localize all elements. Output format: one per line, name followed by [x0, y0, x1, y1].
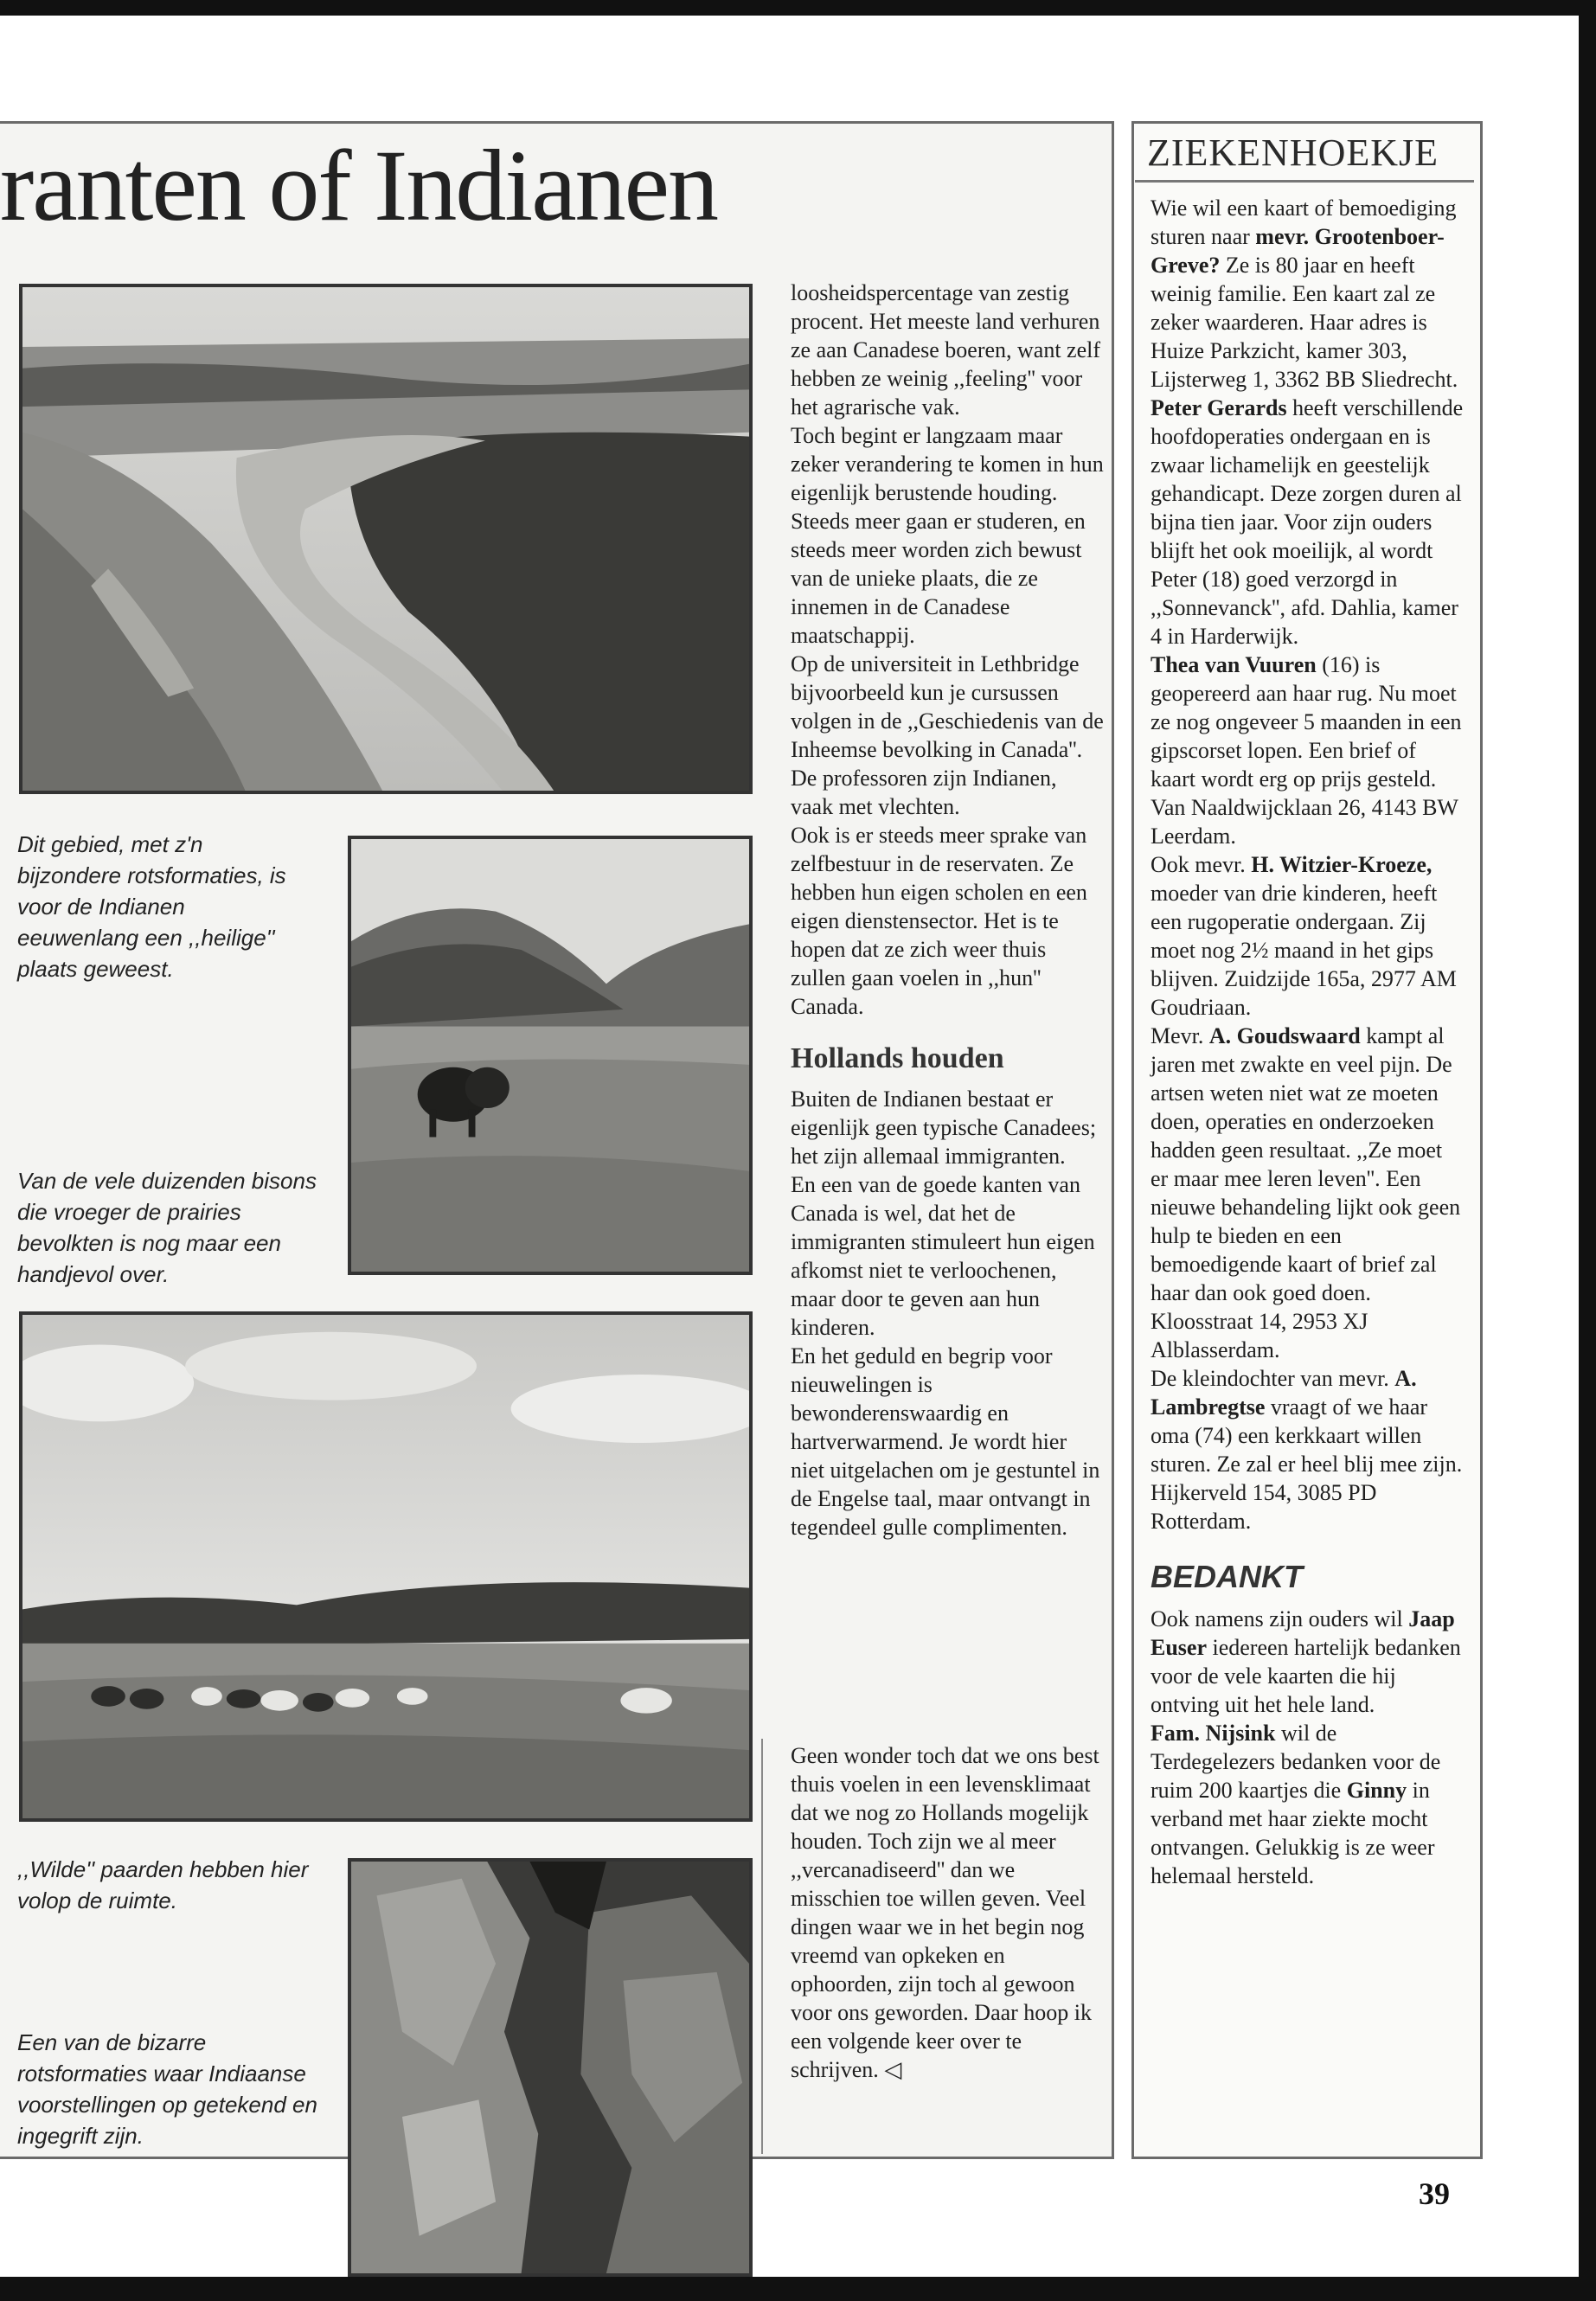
article-paragraph: Toch begint er langzaam maar zeker verandering te komen in hun eigenlijk berustende houding. Steeds meer gaan er studeren, en steeds meer worden zich bewust van de unieke plaats, die ze innemen in de Canadese maatschappij.	[791, 423, 1104, 648]
right-border	[1579, 0, 1596, 2301]
sidebar-entry: Peter Gerards heeft verschillende hoofdoperaties ondergaan en is zwaar lichamelijk en geestelijk gehandicapt. Deze zorgen duren al bijna tien jaar. Voor zijn ouders blijft het ook moeilijk, al wordt Peter (18) goed verzorgd in ,,Sonnevanck'', afd. Dahlia, kamer 4 in Harderwijk.	[1151, 395, 1464, 649]
article-column-end	[791, 1741, 1104, 2084]
person-name: Ginny	[1346, 1778, 1407, 1803]
caption-rock-formations: Dit gebied, met z'n bijzondere rotsformaties, is voor de Indianen eeuwenlang een ,,heilige'' plaats geweest.	[17, 831, 286, 982]
person-name: A. Lambregtse	[1151, 1366, 1417, 1420]
sidebar-title: ZIEKENHOEKJE	[1147, 131, 1439, 174]
article-headline: ranten of Indianen	[0, 129, 717, 242]
sidebar-entry: Wie wil een kaart of bemoediging sturen naar mevr. Grootenboer-Greve? Ze is 80 jaar en heeft weinig familie. Een kaart zal ze zeker waarderen. Haar adres is Huize Parkzicht, kamer 303, Lijsterweg 1, 3362 BB Sliedrecht.	[1151, 195, 1458, 392]
article-paragraph: Ook is er steeds meer sprake van zelfbestuur in de reservaten. Ze hebben hun eigen scholen en een eigen dienstensector. Het is te hopen dat ze zich weer thuis zullen gaan voelen in ,,hun'' Canada.	[791, 823, 1087, 1019]
article-paragraph: En een van de goede kanten van Canada is wel, dat het de immigranten stimuleert hun eigen afkomst niet te verloochenen, maar door te geven aan hun kinderen.	[791, 1172, 1095, 1340]
rock-formation-image	[351, 1862, 749, 2273]
caption-rock-drawings: Een van de bizarre rotsformaties waar Indiaanse voorstellingen op getekend en ingegrift zijn.	[17, 2029, 317, 2149]
column-separator	[761, 1739, 763, 2154]
river-landscape-image	[22, 287, 749, 791]
page-number: 39	[1419, 2176, 1450, 2211]
sidebar-title-rule	[1135, 180, 1474, 183]
subheading-bedankt: BEDANKT	[1151, 1559, 1303, 1594]
sidebar-entry: Ook mevr. H. Witzier-Kroeze, moeder van drie kinderen, heeft een rugoperatie ondergaan. Zij moet nog 2½ maand in het gips blijven. Zuidzijde 165a, 2977 AM Goudriaan.	[1151, 852, 1457, 1020]
person-name: Fam. Nijsink	[1151, 1721, 1276, 1746]
sidebar-column	[1151, 194, 1464, 1890]
sidebar-entry: Ook namens zijn ouders wil Jaap Euser iedereen hartelijk bedanken voor de vele kaarten die hij ontving uit het hele land.	[1151, 1606, 1461, 1717]
photo-rock-formation	[348, 1858, 753, 2277]
sidebar-entry: Fam. Nijsink wil de Terdegelezers bedanken voor de ruim 200 kaartjes die Ginny in verband met haar ziekte mocht ontvangen. Gelukkig is ze weer helemaal hersteld.	[1151, 1721, 1441, 1888]
person-name: Thea van Vuuren	[1151, 652, 1317, 677]
bison-image	[351, 839, 749, 1272]
end-mark-icon: ◁	[884, 2057, 902, 2082]
subheading-hollands-houden: Hollands houden	[791, 1042, 1004, 1074]
article-paragraph: Op de universiteit in Lethbridge bijvoorbeeld kun je cursussen volgen in de ,,Geschiedenis van de Inheemse bevolking in Canada''. De professoren zijn Indianen, vaak met vlechten.	[791, 651, 1104, 819]
article-column	[791, 279, 1104, 1541]
photo-wild-horses	[19, 1311, 753, 1822]
caption-bison: Van de vele duizenden bisons die vroeger de prairies bevolkten is nog maar een handjevol over.	[17, 1168, 317, 1287]
person-name: mevr. Grootenboer-Greve?	[1151, 224, 1445, 278]
person-name: A. Goudswaard	[1208, 1023, 1361, 1048]
article-paragraph: Buiten de Indianen bestaat er eigenlijk geen typische Canadees; het zijn allemaal immigranten.	[791, 1086, 1097, 1169]
photo-river-landscape	[19, 284, 753, 794]
person-name: Peter Gerards	[1151, 395, 1287, 420]
top-border	[0, 0, 1596, 16]
bottom-border	[0, 2277, 1596, 2301]
wild-horses-image	[22, 1315, 749, 1818]
article-paragraph: Geen wonder toch dat we ons best thuis voelen in een levensklimaat dat we nog zo Hollands mogelijk houden. Toch zijn we al meer ,,vercanadiseerd'' dan we misschien toe willen geven. Veel dingen waar we in het begin nog vreemd van opkeken en ophoorden, zijn toch al gewoon voor ons geworden. Daar hoop ik een volgende keer over te schrijven. ◁	[791, 1743, 1099, 2082]
photo-bison	[348, 836, 753, 1275]
sidebar-entry: Mevr. A. Goudswaard kampt al jaren met zwakte en veel pijn. De artsen weten niet wat ze moeten doen, operaties en onderzoeken hadden geen resultaat. ,,Ze moet er maar mee leren leven''. Een nieuwe behandeling lijkt ook geen hulp te bieden en een bemoedigende kaart of brief zal haar dan ook goed doen. Kloosstraat 14, 2953 XJ Alblasserdam.	[1151, 1023, 1461, 1362]
article-paragraph: En het geduld en begrip voor nieuwelingen is bewonderenswaardig en hartverwarmend. Je wordt hier niet uitgelachen om je gestuntel in de Engelse taal, maar ontvangt in tegendeel gulle complimenten.	[791, 1343, 1100, 1540]
article-paragraph: loosheidspercentage van zestig procent. Het meeste land verhuren ze aan Canadese boeren, want zelf hebben ze weinig ,,feeling'' voor het agrarische vak.	[791, 280, 1101, 420]
person-name: Jaap Euser	[1151, 1606, 1455, 1660]
sidebar-entry: Thea van Vuuren (16) is geopereerd aan haar rug. Nu moet ze nog ongeveer 5 maanden in een gipscorset lopen. Een brief of kaart wordt erg op prijs gesteld. Van Naaldwijcklaan 26, 4143 BW Leerdam.	[1151, 652, 1462, 849]
person-name: H. Witzier-Kroeze,	[1251, 852, 1433, 877]
caption-wild-horses: ,,Wilde'' paarden hebben hier volop de ruimte.	[17, 1856, 309, 1913]
sidebar-entry: De kleindochter van mevr. A. Lambregtse vraagt of we haar oma (74) een kerkkaart willen sturen. Ze zal er heel blij mee zijn. Hijkerveld 154, 3085 PD Rotterdam.	[1151, 1366, 1463, 1534]
